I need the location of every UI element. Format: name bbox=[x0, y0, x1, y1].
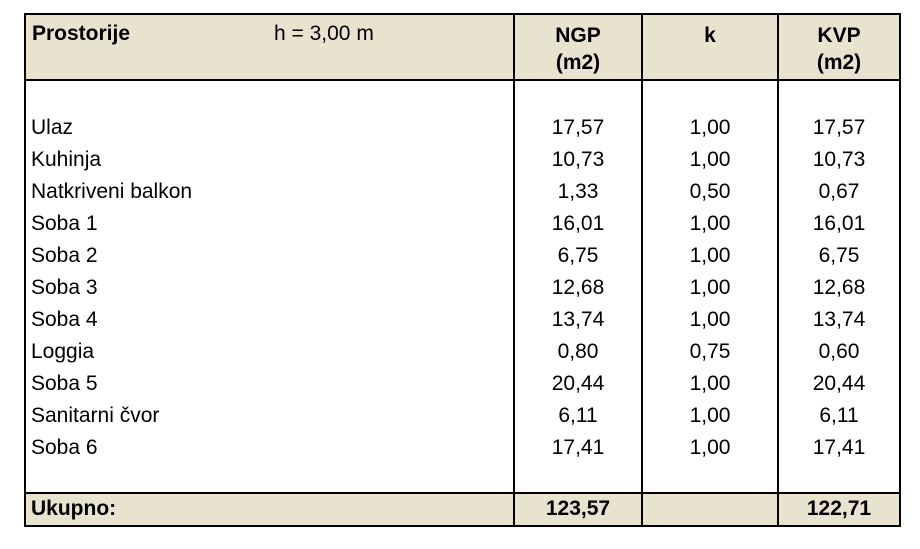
column-divider bbox=[641, 15, 643, 525]
room-ngp: 13,74 bbox=[551, 308, 605, 331]
header-kvp-label: KVP bbox=[817, 24, 861, 47]
table-row bbox=[26, 240, 899, 272]
room-ngp: 10,73 bbox=[551, 148, 605, 171]
room-name: Kuhinja bbox=[31, 148, 102, 171]
room-k: 1,00 bbox=[689, 372, 731, 395]
table-row bbox=[26, 208, 899, 240]
header-kvp-unit: (m2) bbox=[816, 51, 862, 74]
room-kvp: 6,75 bbox=[818, 244, 860, 267]
room-k: 1,00 bbox=[689, 148, 731, 171]
column-divider bbox=[513, 15, 515, 525]
room-name: Soba 1 bbox=[31, 212, 98, 235]
header-k: k bbox=[704, 24, 716, 47]
header-kvp bbox=[779, 22, 899, 76]
room-kvp: 0,60 bbox=[818, 340, 860, 363]
table-row bbox=[26, 432, 899, 464]
table-row bbox=[26, 144, 899, 176]
room-kvp: 13,74 bbox=[812, 308, 866, 331]
room-ngp: 16,01 bbox=[551, 212, 605, 235]
total-ngp: 123,57 bbox=[545, 497, 611, 520]
room-kvp: 17,41 bbox=[812, 436, 866, 459]
table-row bbox=[26, 304, 899, 336]
room-k: 0,50 bbox=[689, 180, 731, 203]
header-ngp bbox=[515, 22, 641, 76]
room-k: 1,00 bbox=[689, 244, 731, 267]
room-k: 1,00 bbox=[689, 116, 731, 139]
room-name: Ulaz bbox=[31, 116, 74, 139]
room-ngp: 1,33 bbox=[557, 180, 599, 203]
room-kvp: 16,01 bbox=[812, 212, 866, 235]
room-ngp: 6,75 bbox=[557, 244, 599, 267]
room-kvp: 6,11 bbox=[819, 404, 859, 427]
table-row bbox=[26, 112, 899, 144]
table-header bbox=[26, 15, 899, 81]
room-name: Natkriveni balkon bbox=[31, 180, 193, 203]
table-row bbox=[26, 400, 899, 432]
room-ngp: 20,44 bbox=[551, 372, 605, 395]
room-ngp: 17,41 bbox=[551, 436, 605, 459]
column-divider bbox=[777, 15, 779, 525]
rooms-table bbox=[24, 13, 901, 527]
room-kvp: 10,73 bbox=[812, 148, 866, 171]
header-height: h = 3,00 m bbox=[274, 22, 374, 45]
room-k: 1,00 bbox=[689, 404, 731, 427]
room-ngp: 6,11 bbox=[558, 404, 598, 427]
room-ngp: 0,80 bbox=[557, 340, 599, 363]
table-footer bbox=[26, 492, 899, 525]
header-ngp-unit: (m2) bbox=[555, 51, 601, 74]
header-title: Prostorije bbox=[32, 22, 131, 45]
room-k: 1,00 bbox=[689, 436, 731, 459]
room-name: Sanitarni čvor bbox=[31, 404, 160, 427]
room-k: 1,00 bbox=[689, 276, 731, 299]
room-kvp: 0,67 bbox=[818, 180, 860, 203]
table-row bbox=[26, 368, 899, 400]
room-name: Soba 4 bbox=[31, 308, 98, 331]
room-name: Loggia bbox=[31, 340, 95, 363]
room-kvp: 17,57 bbox=[812, 116, 866, 139]
total-kvp: 122,71 bbox=[806, 497, 872, 520]
table-row bbox=[26, 272, 899, 304]
total-label: Ukupno: bbox=[31, 497, 117, 520]
room-k: 0,75 bbox=[689, 340, 731, 363]
header-ngp-label: NGP bbox=[555, 24, 601, 47]
room-ngp: 12,68 bbox=[551, 276, 605, 299]
room-kvp: 12,68 bbox=[812, 276, 866, 299]
room-kvp: 20,44 bbox=[812, 372, 866, 395]
table-row bbox=[26, 176, 899, 208]
room-ngp: 17,57 bbox=[551, 116, 605, 139]
room-name: Soba 3 bbox=[31, 276, 98, 299]
room-name: Soba 5 bbox=[31, 372, 98, 395]
room-k: 1,00 bbox=[689, 308, 731, 331]
table-row bbox=[26, 336, 899, 368]
room-name: Soba 6 bbox=[31, 436, 98, 459]
room-name: Soba 2 bbox=[31, 244, 98, 267]
room-k: 1,00 bbox=[689, 212, 731, 235]
